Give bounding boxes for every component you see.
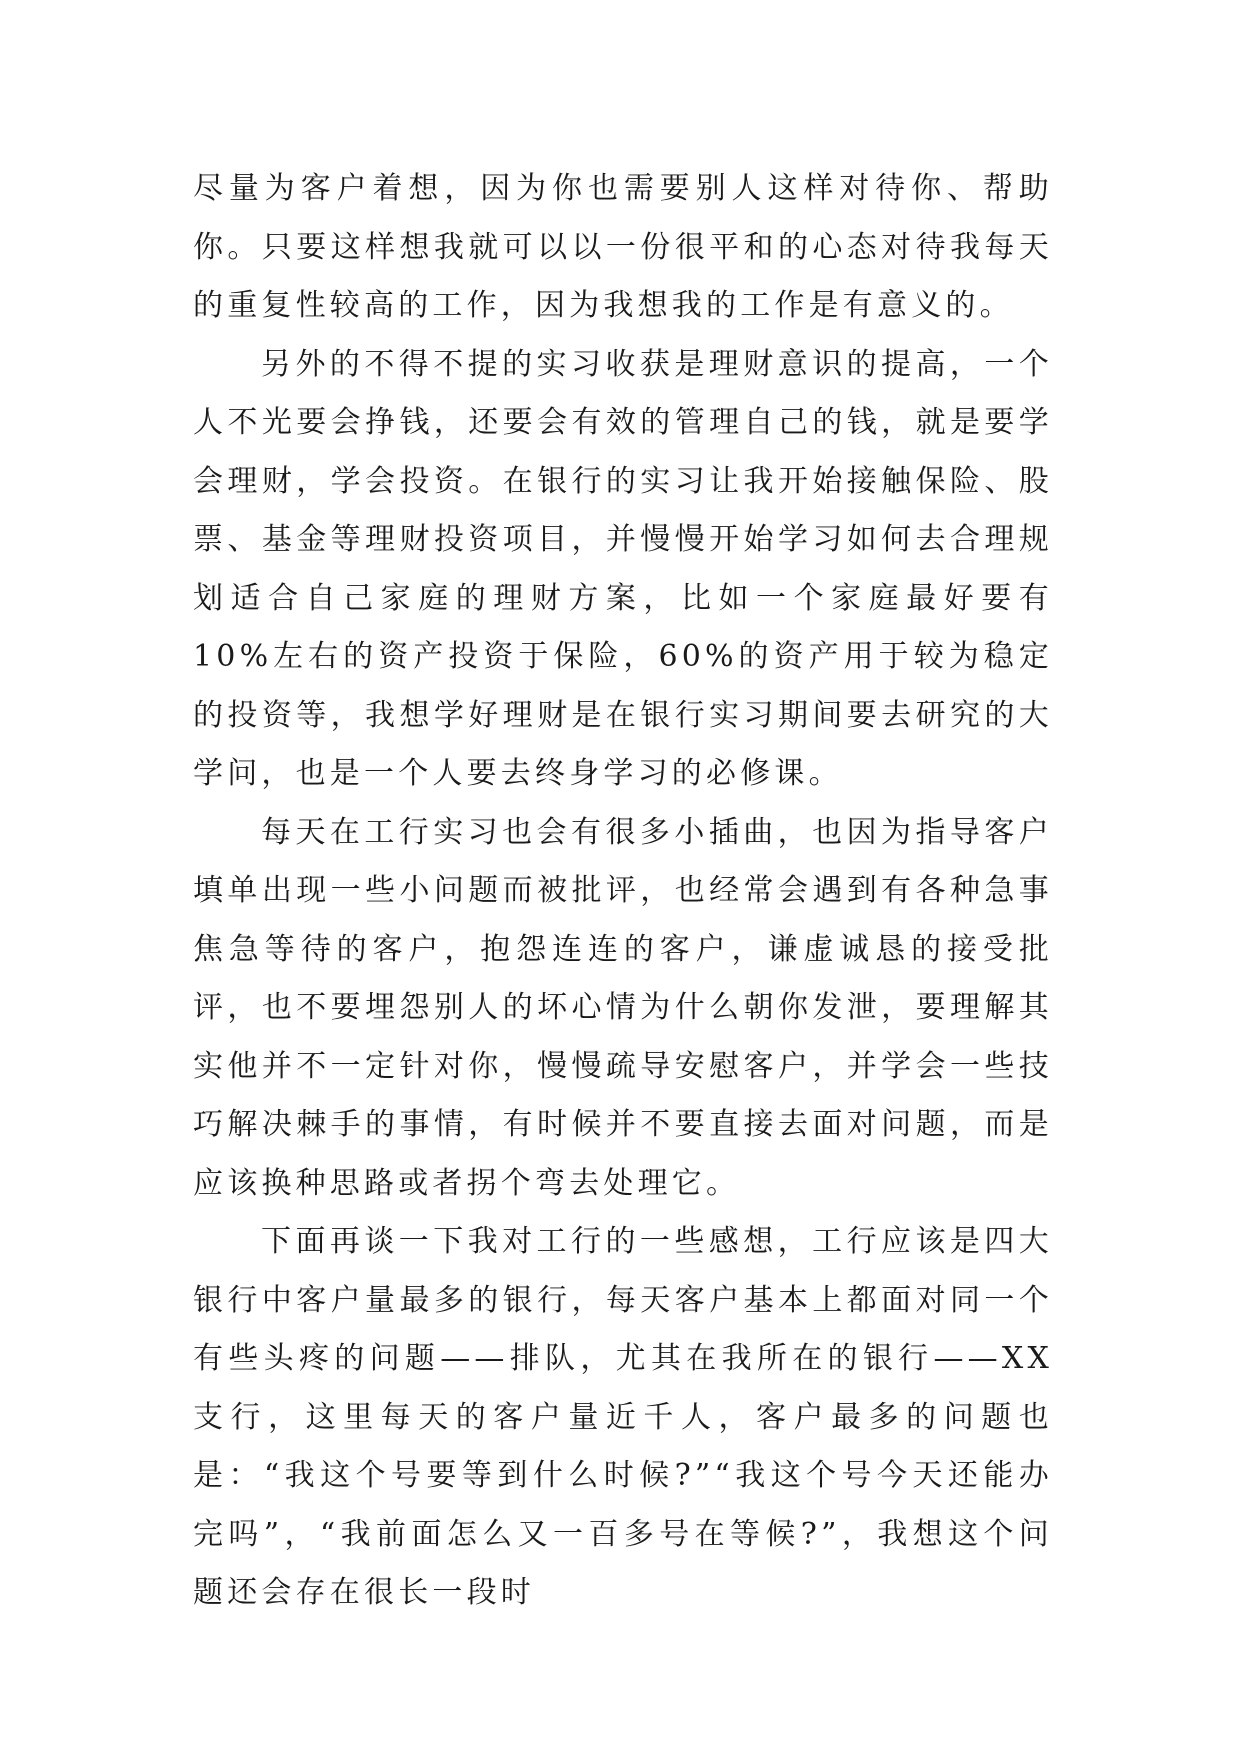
document-body — [193, 160, 1053, 1623]
paragraph-4: 下面再谈一下我对工行的一些感想，工行应该是四大银行中客户量最多的银行，每天客户基本上都面对同一个有些头疼的问题——排队，尤其在我所在的银行——XX 支行，这里每天的客户量近千人，客户最多的问题也是：“我这个号要等到什么时候?”“我这个号今天还能办完吗”，“我前面怎么又一百多号在等候?”，我想这个问题还会存在很长一段时 — [193, 1224, 1053, 1610]
paragraph-1: 尽量为客户着想，因为你也需要别人这样对待你、帮助你。只要这样想我就可以以一份很平和的心态对待我每天的重复性较高的工作，因为我想我的工作是有意义的。 — [193, 171, 1053, 323]
paragraph-2: 另外的不得不提的实习收获是理财意识的提高，一个人不光要会挣钱，还要会有效的管理自己的钱，就是要学会理财，学会投资。在银行的实习让我开始接触保险、股票、基金等理财投资项目，并慢慢开始学习如何去合理规划适合自己家庭的理财方案，比如一个家庭最好要有 10%左右的资产投资于保险，60%的资产用于较为稳定的投资等，我想学好理财是在银行实习期间要去研究的大学问，也是一个人要去终身学习的必修课。 — [193, 346, 1053, 791]
paragraph-3: 每天在工行实习也会有很多小插曲，也因为指导客户填单出现一些小问题而被批评，也经常会遇到有各种急事焦急等待的客户，抱怨连连的客户，谦虚诚恳的接受批评，也不要埋怨别人的坏心情为什么朝你发泄，要理解其实他并不一定针对你，慢慢疏导安慰客户，并学会一些技巧解决棘手的事情，有时候并不要直接去面对问题，而是应该换种思路或者拐个弯去处理它。 — [193, 814, 1053, 1201]
